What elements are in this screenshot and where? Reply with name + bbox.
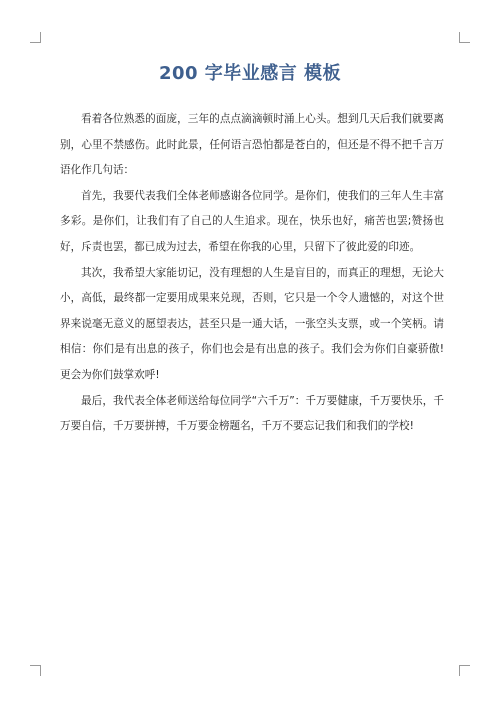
- crop-mark-top-left: [30, 32, 41, 43]
- paragraph-4: 最后，我代表全体老师送给每位同学“六千万”：千万要健康，千万要快乐，千万要自信，千万要拼搏，千万要金榜题名，千万不要忘记我们和我们的学校!: [60, 394, 444, 433]
- paragraph-2: 首先，我要代表我们全体老师感谢各位同学。是你们，使我们的三年人生丰富多彩。是你们，让我们有了自己的人生追求。现在，快乐也好，痛苦也罢;赞扬也好，斥责也罢，都已成为过去，希望在你我的心里，只留下了彼此爱的印迹。: [60, 189, 444, 253]
- paragraph-1: 看着各位熟悉的面庞，三年的点点滴滴顿时涌上心头。想到几天后我们就要离别，心里不禁感伤。此时此景，任何语言恐怕都是苍白的，但还是不得不把千言万语化作几句话：: [60, 113, 444, 177]
- paragraph-3: 其次，我希望大家能切记，没有理想的人生是盲目的，而真正的理想，无论大小，高低，最终都一定要用成果来兑现，否则，它只是一个令人遗憾的，对这个世界来说毫无意义的愿望表达，甚至只是一通大话，一张空头支票，或一个笑柄。请相信：你们是有出息的孩子，你们也会是有出息的孩子。我们会为你们自豪骄傲!更会为你们鼓掌欢呼!: [60, 266, 444, 381]
- crop-mark-bottom-right: [459, 665, 470, 676]
- crop-mark-bottom-left: [30, 665, 41, 676]
- crop-mark-top-right: [459, 32, 470, 43]
- document-title: 200 字毕业感言 模板: [158, 63, 342, 84]
- document-body: [60, 107, 444, 440]
